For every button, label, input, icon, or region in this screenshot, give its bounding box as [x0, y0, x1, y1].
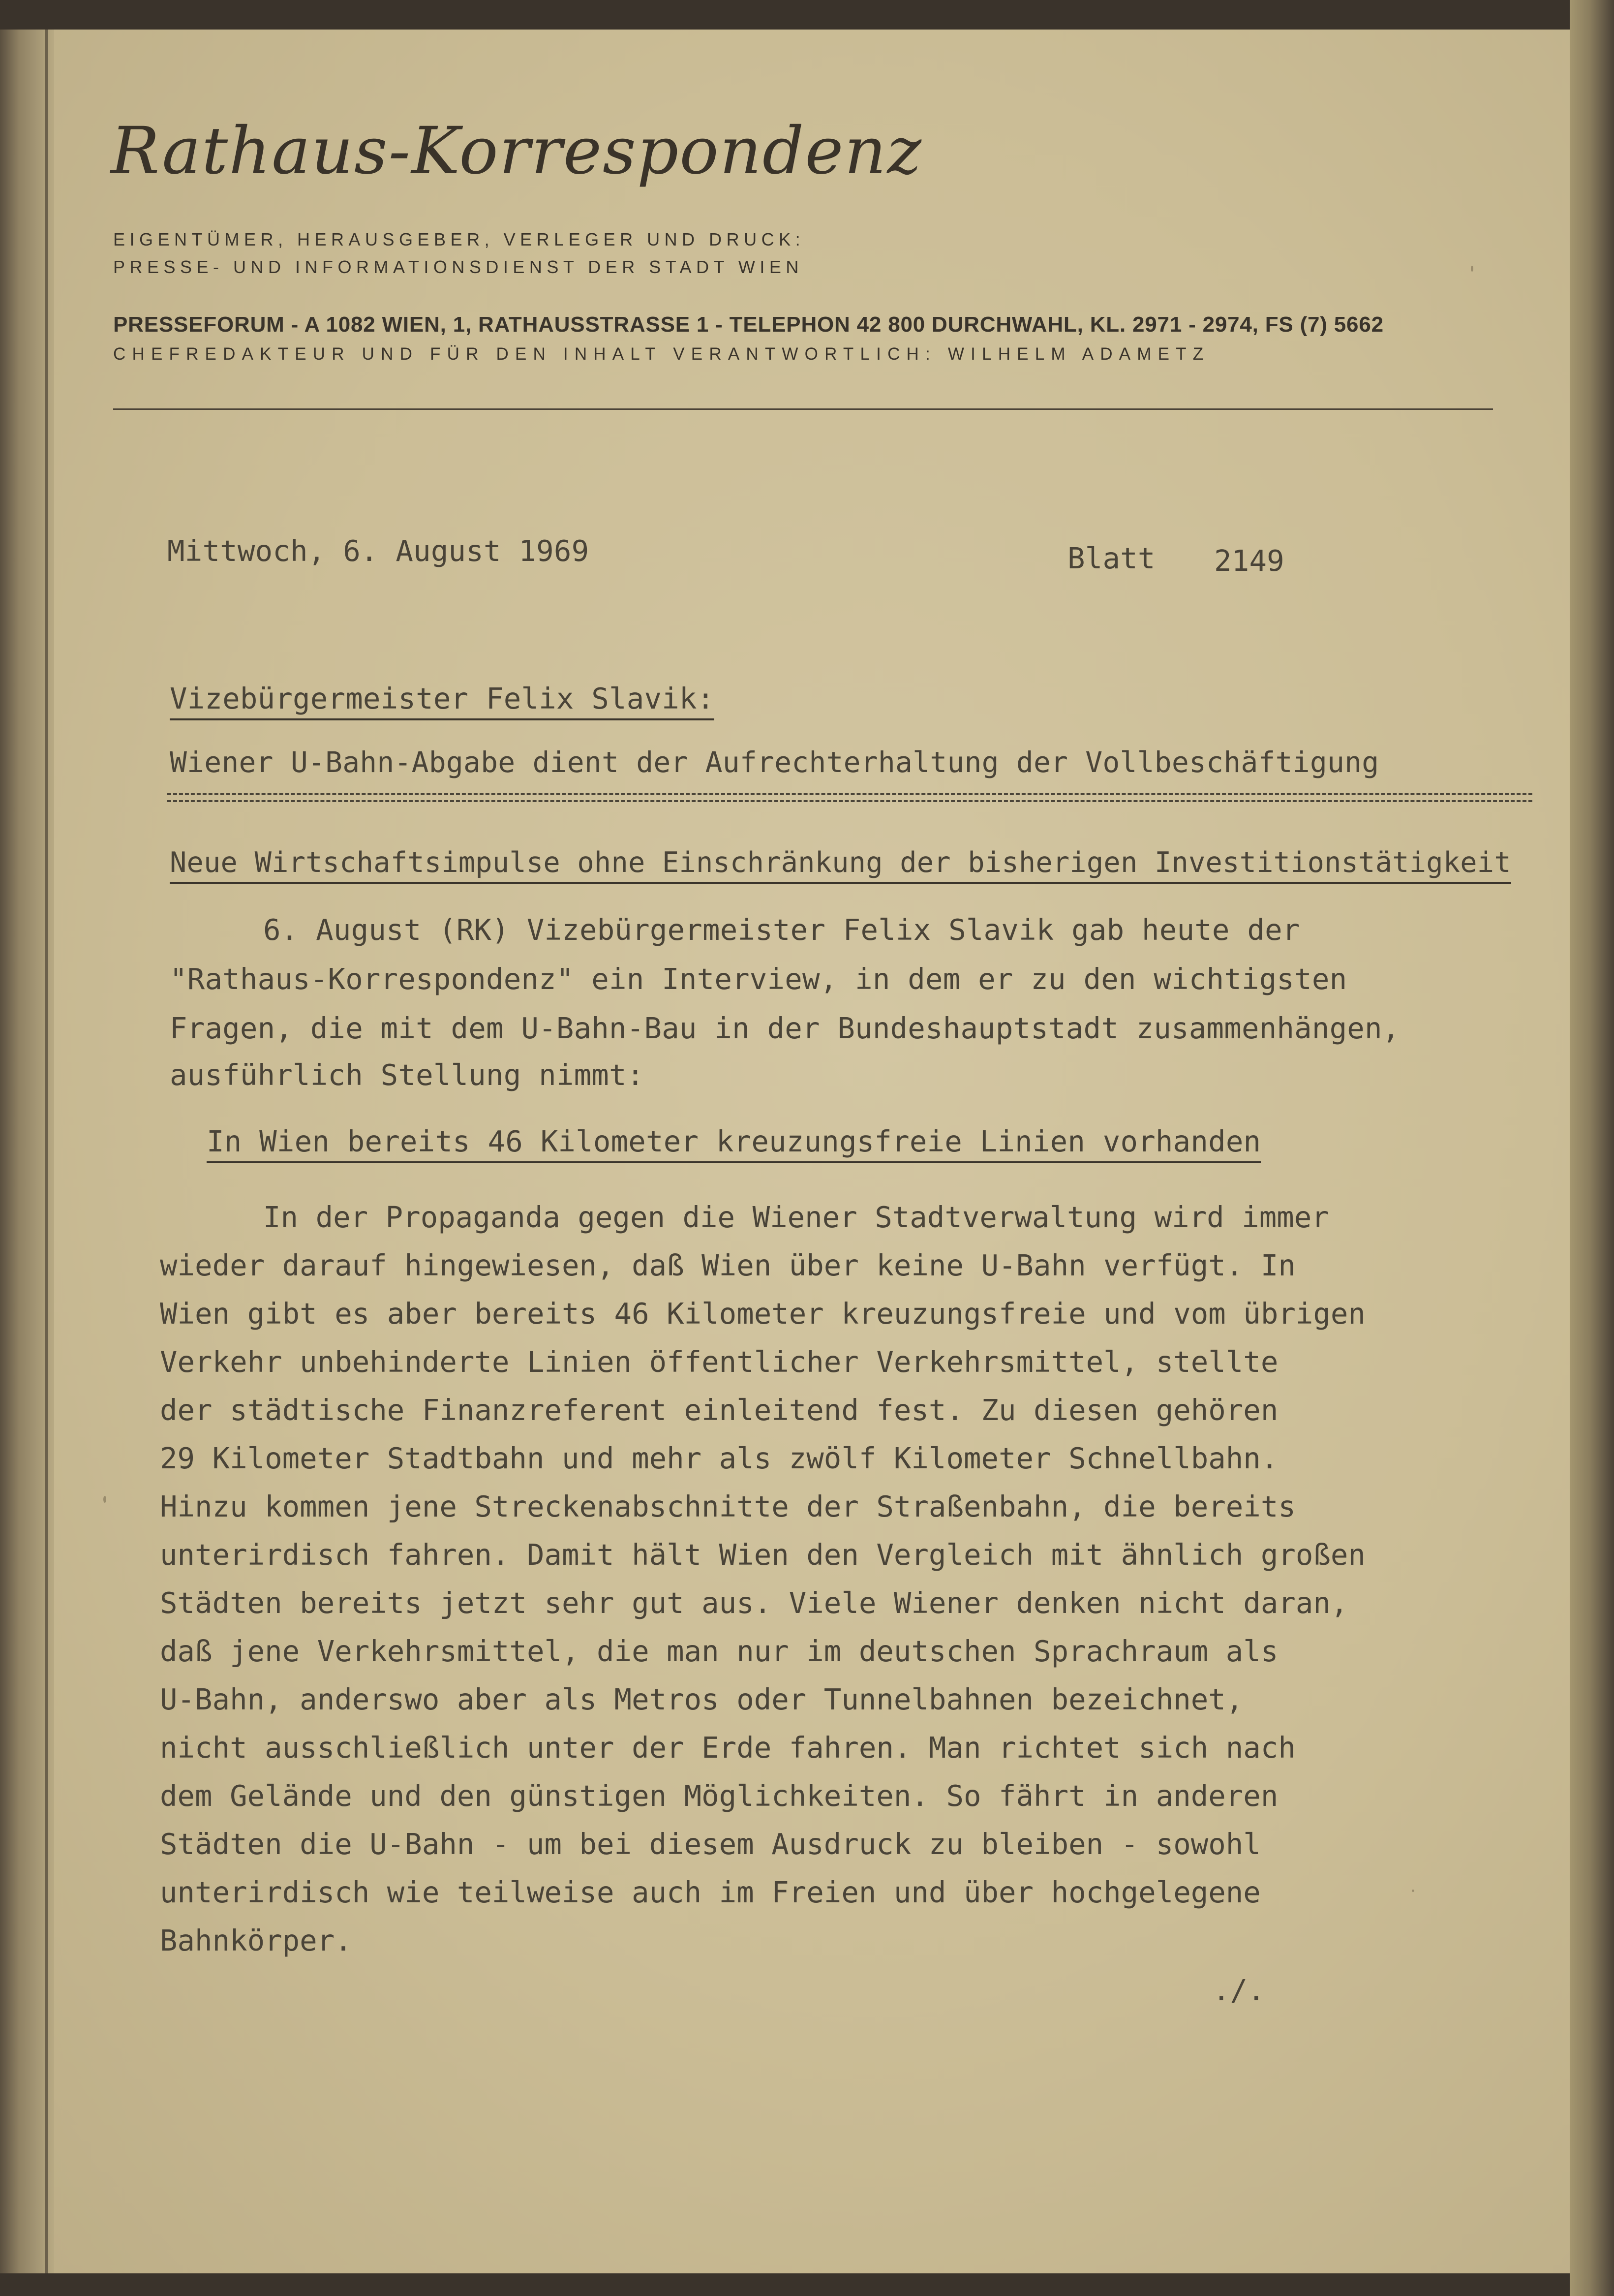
article-body	[160, 1193, 1537, 1965]
body-line: Bahnkörper.	[160, 1924, 352, 1957]
paper-speck	[1412, 1890, 1414, 1892]
masthead-publisher-line: EIGENTÜMER, HERAUSGEBER, VERLEGER UND DRUCK:	[113, 229, 805, 249]
body-line: nicht ausschließlich unter der Erde fahren. Man richtet sich nach	[160, 1731, 1296, 1765]
body-line: unterirdisch fahren. Damit hält Wien den Vergleich mit ähnlich großen	[160, 1538, 1366, 1572]
body-line: daß jene Verkehrsmittel, die man nur im deutschen Sprachraum als	[160, 1634, 1279, 1668]
body-line: U-Bahn, anderswo aber als Metros oder Tunnelbahnen bezeichnet,	[160, 1682, 1244, 1716]
binding-line	[45, 30, 48, 2273]
article-subheadline	[170, 846, 1511, 879]
body-line: dem Gelände und den günstigen Möglichkeiten. So fährt in anderen	[160, 1779, 1279, 1813]
masthead-rule	[113, 408, 1493, 410]
paper-speck	[103, 1496, 106, 1503]
masthead-editor-line: CHEFREDAKTEUR UND FÜR DEN INHALT VERANTWORTLICH: WILHELM ADAMETZ	[113, 344, 1210, 364]
paper-speck	[1471, 266, 1473, 272]
intro-line-3: Fragen, die mit dem U-Bahn-Bau in der Bundeshauptstadt zusammenhängen,	[170, 1011, 1400, 1045]
article-overline-text: Vizebürgermeister Felix Slavik:	[170, 682, 714, 720]
masthead-address-line: PRESSEFORUM - A 1082 WIEN, 1, RATHAUSSTRASSE 1 - TELEPHON 42 800 DURCHWAHL, KL. 2971 - 2974, FS (7) 5662	[113, 312, 1384, 337]
body-line: In der Propaganda gegen die Wiener Stadtverwaltung wird immer	[263, 1200, 1329, 1234]
intro-line-1: 6. August (RK) Vizebürgermeister Felix Slavik gab heute der	[263, 913, 1300, 947]
headline-double-rule	[167, 793, 1532, 802]
article-headline: Wiener U-Bahn-Abgabe dient der Aufrechterhaltung der Vollbeschäftigung	[170, 745, 1379, 779]
page-edge-right	[1570, 0, 1614, 2296]
sheet-number: 2149	[1214, 544, 1284, 578]
continuation-mark: ./.	[1213, 1973, 1265, 2007]
body-line: Städten die U-Bahn - um bei diesem Ausdruck zu bleiben - sowohl	[160, 1827, 1261, 1861]
masthead-title: Rathaus-Korrespondenz	[111, 113, 922, 189]
intro-line-4: ausführlich Stellung nimmt:	[170, 1058, 644, 1092]
body-line: Städten bereits jetzt sehr gut aus. Viele Wiener denken nicht daran,	[160, 1586, 1348, 1620]
masthead	[111, 113, 1503, 364]
sheet-label: Blatt	[1067, 541, 1156, 575]
article-subheadline-text: Neue Wirtschaftsimpulse ohne Einschränkung der bisherigen Investitionstätigkeit	[170, 846, 1511, 884]
dateline-date: Mittwoch, 6. August 1969	[167, 534, 589, 568]
article-overline	[170, 682, 714, 715]
body-line: Hinzu kommen jene Streckenabschnitte der Straßenbahn, die bereits	[160, 1489, 1296, 1523]
intro-line-2: "Rathaus-Korrespondenz" ein Interview, in dem er zu den wichtigsten	[170, 962, 1347, 996]
masthead-service-line: PRESSE- UND INFORMATIONSDIENST DER STADT WIEN	[113, 257, 803, 277]
body-line: der städtische Finanzreferent einleitend fest. Zu diesen gehören	[160, 1393, 1279, 1427]
body-line: Wien gibt es aber bereits 46 Kilometer kreuzungsfreie und vom übrigen	[160, 1297, 1366, 1331]
section-heading	[207, 1124, 1261, 1158]
body-line: wieder darauf hingewiesen, daß Wien über keine U-Bahn verfügt. In	[160, 1248, 1296, 1282]
body-line: unterirdisch wie teilweise auch im Freien und über hochgelegene	[160, 1875, 1261, 1909]
section-heading-text: In Wien bereits 46 Kilometer kreuzungsfreie Linien vorhanden	[207, 1124, 1261, 1163]
body-line: 29 Kilometer Stadtbahn und mehr als zwölf Kilometer Schnellbahn.	[160, 1441, 1279, 1475]
body-line: Verkehr unbehinderte Linien öffentlicher Verkehrsmittel, stellte	[160, 1345, 1279, 1379]
